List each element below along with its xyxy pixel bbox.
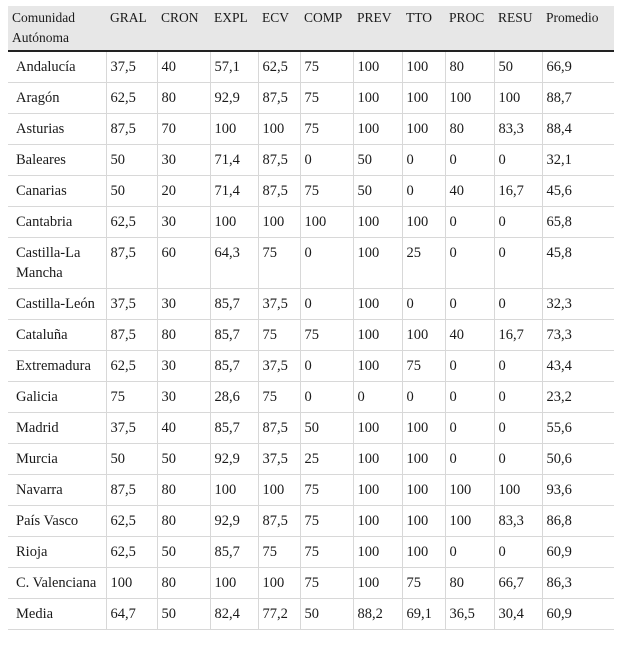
score-cell: 71,4: [210, 145, 258, 176]
score-cell: 16,7: [494, 320, 542, 351]
score-cell: 87,5: [258, 413, 300, 444]
region-cell: Baleares: [8, 145, 106, 176]
table-row: [8, 568, 614, 599]
score-cell: 100: [494, 83, 542, 114]
score-cell: 60,9: [542, 599, 614, 630]
score-cell: 100: [210, 207, 258, 238]
score-cell: 50: [106, 145, 157, 176]
score-cell: 65,8: [542, 207, 614, 238]
score-cell: 75: [300, 51, 353, 83]
score-cell: 50: [157, 444, 210, 475]
region-cell: Media: [8, 599, 106, 630]
region-cell: Asturias: [8, 114, 106, 145]
score-cell: 100: [353, 207, 402, 238]
score-cell: 100: [353, 506, 402, 537]
table-row-average: [8, 599, 614, 630]
score-cell: 0: [494, 413, 542, 444]
column-header-region: Comunidad Autónoma: [8, 6, 106, 51]
column-header-cron: CRON: [157, 6, 210, 51]
score-cell: 70: [157, 114, 210, 145]
score-cell: 92,9: [210, 83, 258, 114]
score-cell: 0: [445, 537, 494, 568]
score-cell: 55,6: [542, 413, 614, 444]
score-cell: 82,4: [210, 599, 258, 630]
column-header-ecv: ECV: [258, 6, 300, 51]
score-cell: 64,7: [106, 599, 157, 630]
score-cell: 100: [353, 444, 402, 475]
score-cell: 87,5: [106, 475, 157, 506]
score-cell: 16,7: [494, 176, 542, 207]
score-cell: 100: [402, 207, 445, 238]
score-cell: 87,5: [258, 176, 300, 207]
score-cell: 75: [300, 475, 353, 506]
column-header-gral: GRAL: [106, 6, 157, 51]
score-cell: 93,6: [542, 475, 614, 506]
score-cell: 100: [353, 238, 402, 289]
score-cell: 87,5: [106, 320, 157, 351]
score-cell: 85,7: [210, 320, 258, 351]
score-cell: 87,5: [106, 114, 157, 145]
table-row: [8, 289, 614, 320]
score-cell: 100: [445, 475, 494, 506]
score-cell: 0: [445, 382, 494, 413]
score-cell: 0: [445, 145, 494, 176]
table-row: [8, 51, 614, 83]
region-cell: Galicia: [8, 382, 106, 413]
region-cell: País Vasco: [8, 506, 106, 537]
table-row: [8, 145, 614, 176]
table-row: [8, 444, 614, 475]
score-cell: 75: [300, 114, 353, 145]
score-cell: 85,7: [210, 413, 258, 444]
score-cell: 50: [300, 599, 353, 630]
score-cell: 80: [445, 114, 494, 145]
score-cell: 32,3: [542, 289, 614, 320]
score-cell: 80: [157, 568, 210, 599]
score-cell: 87,5: [258, 83, 300, 114]
score-cell: 100: [402, 320, 445, 351]
score-cell: 30: [157, 351, 210, 382]
score-cell: 50,6: [542, 444, 614, 475]
table-row: [8, 382, 614, 413]
score-cell: 75: [300, 83, 353, 114]
score-cell: 0: [494, 289, 542, 320]
score-cell: 100: [353, 114, 402, 145]
table-header: [8, 6, 614, 51]
region-cell: Castilla-La Mancha: [8, 238, 106, 289]
score-cell: 85,7: [210, 289, 258, 320]
score-cell: 50: [157, 537, 210, 568]
score-cell: 30: [157, 289, 210, 320]
score-cell: 50: [157, 599, 210, 630]
score-cell: 0: [445, 238, 494, 289]
score-cell: 0: [402, 289, 445, 320]
table-row: [8, 83, 614, 114]
header-row: [8, 6, 614, 51]
score-cell: 100: [353, 289, 402, 320]
score-cell: 87,5: [258, 145, 300, 176]
score-cell: 100: [402, 114, 445, 145]
region-cell: Castilla-León: [8, 289, 106, 320]
score-cell: 37,5: [106, 289, 157, 320]
score-cell: 100: [210, 114, 258, 145]
region-cell: Cantabria: [8, 207, 106, 238]
score-cell: 100: [494, 475, 542, 506]
table-row: [8, 320, 614, 351]
score-cell: 40: [445, 320, 494, 351]
score-cell: 100: [445, 83, 494, 114]
column-header-prev: PREV: [353, 6, 402, 51]
table-row: [8, 207, 614, 238]
score-cell: 0: [353, 382, 402, 413]
score-cell: 86,8: [542, 506, 614, 537]
region-cell: Navarra: [8, 475, 106, 506]
score-cell: 0: [402, 382, 445, 413]
score-cell: 30,4: [494, 599, 542, 630]
score-cell: 32,1: [542, 145, 614, 176]
score-cell: 66,9: [542, 51, 614, 83]
region-cell: Aragón: [8, 83, 106, 114]
column-header-expl: EXPL: [210, 6, 258, 51]
score-cell: 100: [353, 320, 402, 351]
score-cell: 0: [494, 537, 542, 568]
score-cell: 100: [258, 114, 300, 145]
score-cell: 37,5: [106, 413, 157, 444]
column-header-tto: TTO: [402, 6, 445, 51]
results-table: [8, 6, 614, 630]
score-cell: 0: [300, 238, 353, 289]
score-cell: 100: [258, 207, 300, 238]
score-cell: 0: [445, 289, 494, 320]
score-cell: 85,7: [210, 537, 258, 568]
score-cell: 0: [300, 351, 353, 382]
score-cell: 25: [300, 444, 353, 475]
score-cell: 75: [106, 382, 157, 413]
score-cell: 100: [258, 475, 300, 506]
score-cell: 0: [494, 382, 542, 413]
column-header-proc: PROC: [445, 6, 494, 51]
score-cell: 62,5: [106, 83, 157, 114]
score-cell: 45,8: [542, 238, 614, 289]
score-cell: 50: [353, 176, 402, 207]
score-cell: 0: [445, 444, 494, 475]
score-cell: 0: [494, 238, 542, 289]
score-cell: 57,1: [210, 51, 258, 83]
score-cell: 83,3: [494, 506, 542, 537]
score-cell: 37,5: [258, 289, 300, 320]
column-header-promedio: Promedio: [542, 6, 614, 51]
results-table-container: [8, 6, 614, 630]
score-cell: 75: [258, 238, 300, 289]
score-cell: 0: [445, 207, 494, 238]
score-cell: 62,5: [106, 351, 157, 382]
score-cell: 62,5: [106, 537, 157, 568]
column-header-comp: COMP: [300, 6, 353, 51]
score-cell: 100: [300, 207, 353, 238]
score-cell: 80: [157, 320, 210, 351]
region-cell: Canarias: [8, 176, 106, 207]
score-cell: 40: [157, 51, 210, 83]
score-cell: 75: [300, 320, 353, 351]
score-cell: 0: [494, 145, 542, 176]
region-cell: Extremadura: [8, 351, 106, 382]
score-cell: 60,9: [542, 537, 614, 568]
region-cell: Rioja: [8, 537, 106, 568]
score-cell: 69,1: [402, 599, 445, 630]
score-cell: 0: [402, 145, 445, 176]
region-cell: Cataluña: [8, 320, 106, 351]
score-cell: 100: [402, 444, 445, 475]
score-cell: 100: [402, 537, 445, 568]
score-cell: 66,7: [494, 568, 542, 599]
table-row: [8, 351, 614, 382]
score-cell: 75: [300, 537, 353, 568]
score-cell: 30: [157, 145, 210, 176]
score-cell: 100: [258, 568, 300, 599]
region-cell: Madrid: [8, 413, 106, 444]
score-cell: 100: [210, 568, 258, 599]
score-cell: 75: [300, 176, 353, 207]
score-cell: 23,2: [542, 382, 614, 413]
score-cell: 100: [353, 568, 402, 599]
score-cell: 100: [402, 475, 445, 506]
score-cell: 25: [402, 238, 445, 289]
score-cell: 85,7: [210, 351, 258, 382]
score-cell: 80: [445, 568, 494, 599]
score-cell: 0: [300, 289, 353, 320]
score-cell: 75: [258, 320, 300, 351]
score-cell: 36,5: [445, 599, 494, 630]
score-cell: 73,3: [542, 320, 614, 351]
score-cell: 37,5: [106, 51, 157, 83]
table-row: [8, 506, 614, 537]
score-cell: 100: [210, 475, 258, 506]
score-cell: 62,5: [106, 506, 157, 537]
table-row: [8, 238, 614, 289]
score-cell: 88,2: [353, 599, 402, 630]
score-cell: 75: [300, 506, 353, 537]
score-cell: 71,4: [210, 176, 258, 207]
score-cell: 75: [300, 568, 353, 599]
score-cell: 30: [157, 382, 210, 413]
score-cell: 87,5: [106, 238, 157, 289]
score-cell: 75: [258, 382, 300, 413]
score-cell: 88,4: [542, 114, 614, 145]
score-cell: 0: [494, 207, 542, 238]
score-cell: 0: [445, 413, 494, 444]
score-cell: 80: [157, 475, 210, 506]
table-row: [8, 537, 614, 568]
region-cell: Andalucía: [8, 51, 106, 83]
score-cell: 75: [402, 568, 445, 599]
score-cell: 30: [157, 207, 210, 238]
score-cell: 40: [445, 176, 494, 207]
score-cell: 100: [106, 568, 157, 599]
score-cell: 100: [402, 506, 445, 537]
score-cell: 20: [157, 176, 210, 207]
score-cell: 50: [300, 413, 353, 444]
score-cell: 100: [353, 83, 402, 114]
score-cell: 60: [157, 238, 210, 289]
score-cell: 80: [445, 51, 494, 83]
region-cell: C. Valenciana: [8, 568, 106, 599]
score-cell: 50: [106, 444, 157, 475]
table-body: [8, 51, 614, 630]
score-cell: 0: [402, 176, 445, 207]
score-cell: 100: [402, 413, 445, 444]
score-cell: 50: [106, 176, 157, 207]
score-cell: 88,7: [542, 83, 614, 114]
score-cell: 43,4: [542, 351, 614, 382]
table-row: [8, 413, 614, 444]
score-cell: 100: [353, 51, 402, 83]
score-cell: 50: [353, 145, 402, 176]
region-cell: Murcia: [8, 444, 106, 475]
score-cell: 0: [494, 444, 542, 475]
score-cell: 40: [157, 413, 210, 444]
score-cell: 100: [445, 506, 494, 537]
score-cell: 0: [445, 351, 494, 382]
score-cell: 50: [494, 51, 542, 83]
score-cell: 64,3: [210, 238, 258, 289]
score-cell: 77,2: [258, 599, 300, 630]
table-row: [8, 176, 614, 207]
score-cell: 100: [353, 475, 402, 506]
score-cell: 80: [157, 83, 210, 114]
score-cell: 80: [157, 506, 210, 537]
score-cell: 92,9: [210, 506, 258, 537]
score-cell: 28,6: [210, 382, 258, 413]
score-cell: 100: [402, 83, 445, 114]
score-cell: 100: [402, 51, 445, 83]
score-cell: 62,5: [106, 207, 157, 238]
score-cell: 62,5: [258, 51, 300, 83]
score-cell: 75: [258, 537, 300, 568]
table-row: [8, 475, 614, 506]
table-row: [8, 114, 614, 145]
score-cell: 37,5: [258, 351, 300, 382]
score-cell: 83,3: [494, 114, 542, 145]
score-cell: 100: [353, 351, 402, 382]
column-header-resu: RESU: [494, 6, 542, 51]
score-cell: 86,3: [542, 568, 614, 599]
score-cell: 0: [300, 145, 353, 176]
score-cell: 100: [353, 413, 402, 444]
score-cell: 0: [300, 382, 353, 413]
score-cell: 37,5: [258, 444, 300, 475]
score-cell: 87,5: [258, 506, 300, 537]
score-cell: 100: [353, 537, 402, 568]
score-cell: 45,6: [542, 176, 614, 207]
score-cell: 92,9: [210, 444, 258, 475]
score-cell: 75: [402, 351, 445, 382]
score-cell: 0: [494, 351, 542, 382]
